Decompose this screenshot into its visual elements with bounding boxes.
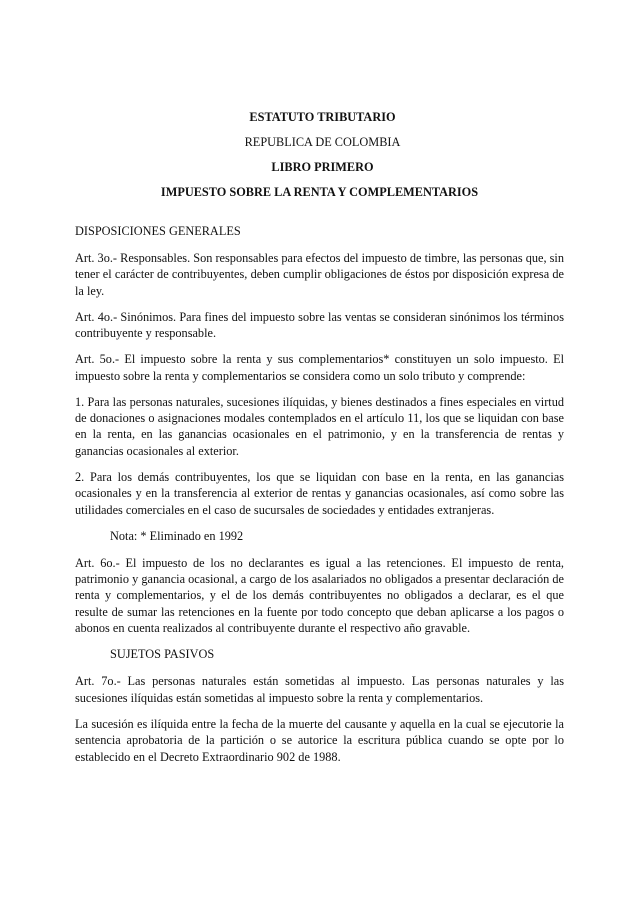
article-7-paragraph-2: La sucesión es ilíquida entre la fecha de la muerte del causante y aquella en la cual se ejecutorie la sentencia aprobatoria de la partición o se autorice la escritura pública cuando se opte por lo establecido en el Decreto Extraordinario 902 de 1988. [75,716,564,764]
section-general-heading: DISPOSICIONES GENERALES [75,224,241,238]
document-title: ESTATUTO TRIBUTARIO [249,110,396,124]
article-5: Art. 5o.- El impuesto sobre la renta y sus complementarios* constituyen un solo impuesto. El impuesto sobre la renta y complementarios se considera como un solo tributo y comprende: [75,352,564,383]
article-5-item-1: 1. Para las personas naturales, sucesiones ilíquidas, y bienes destinados a fines especiales en virtud de donaciones o asignaciones modales contemplados en el artículo 11, los que se liquidan con base en la renta, en las ganancias ocasionales en el patrimonio, y en la transferencia de rentas y ganancias ocasionales al exterior. [75,394,564,458]
article-7: Art. 7o.- Las personas naturales están sometidas al impuesto. Las personas naturales y las sucesiones ilíquidas están sometidas al impuesto sobre la renta y complementarios. [75,674,564,705]
subject-title: IMPUESTO SOBRE LA RENTA Y COMPLEMENTARIOS [160,185,479,199]
book-title: LIBRO PRIMERO [271,160,374,174]
article-4: Art. 4o.- Sinónimos. Para fines del impuesto sobre las ventas se consideran sinónimos los términos contribuyente y responsable. [75,309,564,341]
article-5-item-2: 2. Para los demás contribuyentes, los que se liquidan con base en la renta, en las ganancias ocasionales y en la transferencia al exterior de rentas y ganancias ocasionales, así como sobre las utilidades comerciales en el caso de sucursales de sociedades y entidades extranjeras. [75,469,564,517]
section-subjects-heading: SUJETOS PASIVOS [110,647,215,662]
country-line: REPUBLICA DE COLOMBIA [244,135,401,149]
article-3: Art. 3o.- Responsables. Son responsables para efectos del impuesto de timbre, las personas que, sin tener el carácter de contribuyentes, deben cumplir obligaciones de éstos por disposición expresa de la ley. [75,251,564,298]
article-6: Art. 6o.- El impuesto de los no declarantes es igual a las retenciones. El impuesto de renta, patrimonio y ganancia ocasional, a cargo de los asalariados no obligados a presentar declaración de renta y complementarios, y el de los demás contribuyentes no obligados a declarar, es el que resulte de sumar las retenciones en la fuente por todo concepto que deban aplicarse a los pagos o abonos en cuenta realizados al contribuyente durante el respectivo año gravable. [75,555,564,636]
footnote: Nota: * Eliminado en 1992 [110,528,244,543]
